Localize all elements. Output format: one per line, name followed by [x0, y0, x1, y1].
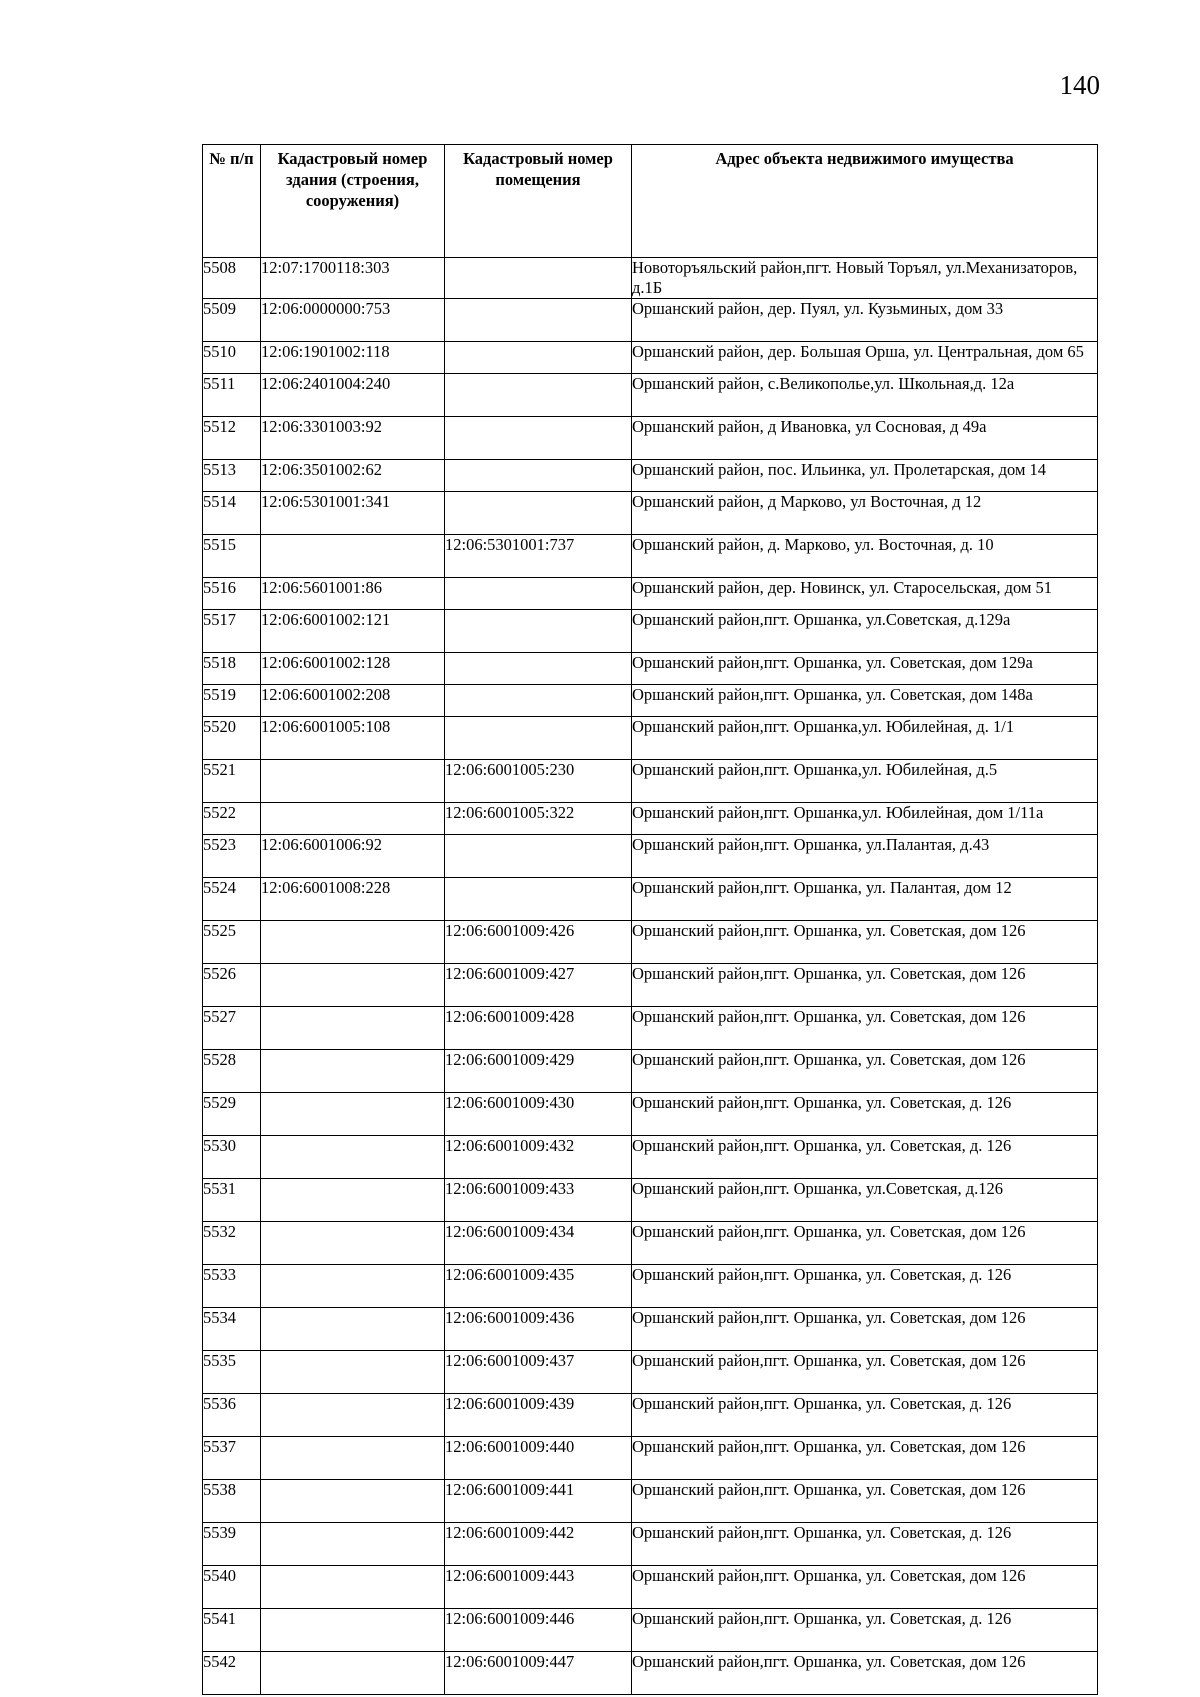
object-address: Оршанский район, дер. Большая Орша, ул. Центральная, дом 65: [632, 342, 1098, 374]
row-number: 5526: [203, 964, 261, 1007]
table-row: [203, 835, 1098, 878]
premises-cadastral-number: [445, 717, 632, 760]
object-address: Оршанский район,пгт. Оршанка, ул. Советская, д. 126: [632, 1093, 1098, 1136]
row-number: 5517: [203, 610, 261, 653]
table-row: [203, 1394, 1098, 1437]
header-premises-cadastral: Кадастровый номер помещения: [445, 145, 632, 258]
premises-cadastral-number: 12:06:6001009:432: [445, 1136, 632, 1179]
premises-cadastral-number: [445, 835, 632, 878]
object-address: Оршанский район, д Ивановка, ул Сосновая, д 49а: [632, 417, 1098, 460]
row-number: 5538: [203, 1480, 261, 1523]
object-address: Оршанский район, дер. Пуял, ул. Кузьминых, дом 33: [632, 299, 1098, 342]
premises-cadastral-number: 12:06:6001009:434: [445, 1222, 632, 1265]
table-row: [203, 717, 1098, 760]
table-row: [203, 578, 1098, 610]
building-cadastral-number: [261, 1351, 445, 1394]
premises-cadastral-number: 12:06:6001009:433: [445, 1179, 632, 1222]
object-address: Оршанский район,пгт. Оршанка, ул. Советская, дом 126: [632, 1480, 1098, 1523]
row-number: 5509: [203, 299, 261, 342]
building-cadastral-number: [261, 1609, 445, 1652]
building-cadastral-number: [261, 1179, 445, 1222]
row-number: 5525: [203, 921, 261, 964]
row-number: 5528: [203, 1050, 261, 1093]
object-address: Оршанский район,пгт. Оршанка, ул. Палантая, дом 12: [632, 878, 1098, 921]
row-number: 5508: [203, 258, 261, 299]
row-number: 5542: [203, 1652, 261, 1695]
building-cadastral-number: 12:06:0000000:753: [261, 299, 445, 342]
object-address: Оршанский район,пгт. Оршанка, ул.Советская, д.126: [632, 1179, 1098, 1222]
premises-cadastral-number: 12:06:5301001:737: [445, 535, 632, 578]
premises-cadastral-number: 12:06:6001009:446: [445, 1609, 632, 1652]
object-address: Оршанский район,пгт. Оршанка, ул. Советская, дом 126: [632, 1437, 1098, 1480]
premises-cadastral-number: [445, 685, 632, 717]
header-address: Адрес объекта недвижимого имущества: [632, 145, 1098, 258]
building-cadastral-number: [261, 1523, 445, 1566]
row-number: 5527: [203, 1007, 261, 1050]
building-cadastral-number: 12:06:5601001:86: [261, 578, 445, 610]
premises-cadastral-number: [445, 374, 632, 417]
object-address: Оршанский район,пгт. Оршанка, ул. Советская, дом 126: [632, 921, 1098, 964]
object-address: Оршанский район,пгт. Оршанка, ул. Советская, дом 129а: [632, 653, 1098, 685]
building-cadastral-number: 12:06:5301001:341: [261, 492, 445, 535]
table-row: [203, 374, 1098, 417]
object-address: Оршанский район,пгт. Оршанка,ул. Юбилейная, дом 1/11а: [632, 803, 1098, 835]
page-number: 140: [1059, 70, 1100, 100]
row-number: 5515: [203, 535, 261, 578]
building-cadastral-number: [261, 1480, 445, 1523]
table-row: [203, 1007, 1098, 1050]
table-body: [203, 258, 1098, 1695]
building-cadastral-number: [261, 1265, 445, 1308]
table-row: [203, 1652, 1098, 1695]
row-number: 5520: [203, 717, 261, 760]
row-number: 5541: [203, 1609, 261, 1652]
table-row: [203, 417, 1098, 460]
building-cadastral-number: 12:07:1700118:303: [261, 258, 445, 299]
property-registry-table: [202, 144, 1098, 1695]
object-address: Оршанский район,пгт. Оршанка,ул. Юбилейная, д.5: [632, 760, 1098, 803]
building-cadastral-number: [261, 803, 445, 835]
row-number: 5536: [203, 1394, 261, 1437]
row-number: 5540: [203, 1566, 261, 1609]
object-address: Оршанский район,пгт. Оршанка, ул.Советская, д.129а: [632, 610, 1098, 653]
building-cadastral-number: [261, 921, 445, 964]
row-number: 5512: [203, 417, 261, 460]
table-row: [203, 1480, 1098, 1523]
row-number: 5518: [203, 653, 261, 685]
table-row: [203, 1136, 1098, 1179]
premises-cadastral-number: [445, 578, 632, 610]
object-address: Оршанский район,пгт. Оршанка, ул. Советская, дом 126: [632, 1222, 1098, 1265]
building-cadastral-number: 12:06:6001008:228: [261, 878, 445, 921]
row-number: 5535: [203, 1351, 261, 1394]
table-row: [203, 1050, 1098, 1093]
table-row: [203, 610, 1098, 653]
premises-cadastral-number: 12:06:6001009:427: [445, 964, 632, 1007]
table-row: [203, 460, 1098, 492]
building-cadastral-number: 12:06:6001002:128: [261, 653, 445, 685]
building-cadastral-number: [261, 535, 445, 578]
premises-cadastral-number: 12:06:6001009:443: [445, 1566, 632, 1609]
table-row: [203, 258, 1098, 299]
row-number: 5510: [203, 342, 261, 374]
table-row: [203, 342, 1098, 374]
premises-cadastral-number: 12:06:6001009:439: [445, 1394, 632, 1437]
row-number: 5513: [203, 460, 261, 492]
table-row: [203, 653, 1098, 685]
row-number: 5539: [203, 1523, 261, 1566]
row-number: 5531: [203, 1179, 261, 1222]
row-number: 5523: [203, 835, 261, 878]
building-cadastral-number: [261, 760, 445, 803]
header-building-cadastral: Кадастровый номер здания (строения, сооружения): [261, 145, 445, 258]
building-cadastral-number: 12:06:6001002:208: [261, 685, 445, 717]
header-number: № п/п: [203, 145, 261, 258]
row-number: 5519: [203, 685, 261, 717]
premises-cadastral-number: [445, 299, 632, 342]
row-number: 5521: [203, 760, 261, 803]
table-row: [203, 878, 1098, 921]
object-address: Оршанский район,пгт. Оршанка, ул. Советская, дом 148а: [632, 685, 1098, 717]
premises-cadastral-number: [445, 417, 632, 460]
object-address: Оршанский район,пгт. Оршанка, ул. Советская, дом 126: [632, 964, 1098, 1007]
table-row: [203, 1265, 1098, 1308]
premises-cadastral-number: 12:06:6001005:322: [445, 803, 632, 835]
premises-cadastral-number: 12:06:6001009:430: [445, 1093, 632, 1136]
table-row: [203, 535, 1098, 578]
object-address: Оршанский район,пгт. Оршанка, ул. Советская, дом 126: [632, 1566, 1098, 1609]
building-cadastral-number: 12:06:6001005:108: [261, 717, 445, 760]
premises-cadastral-number: 12:06:6001009:441: [445, 1480, 632, 1523]
object-address: Оршанский район,пгт. Оршанка, ул. Советская, дом 126: [632, 1007, 1098, 1050]
premises-cadastral-number: 12:06:6001009:442: [445, 1523, 632, 1566]
row-number: 5514: [203, 492, 261, 535]
table-row: [203, 1222, 1098, 1265]
table-row: [203, 1523, 1098, 1566]
row-number: 5532: [203, 1222, 261, 1265]
premises-cadastral-number: 12:06:6001009:447: [445, 1652, 632, 1695]
row-number: 5529: [203, 1093, 261, 1136]
object-address: Оршанский район,пгт. Оршанка, ул.Палантая, д.43: [632, 835, 1098, 878]
premises-cadastral-number: [445, 258, 632, 299]
building-cadastral-number: 12:06:3301003:92: [261, 417, 445, 460]
table-row: [203, 964, 1098, 1007]
premises-cadastral-number: [445, 610, 632, 653]
table-row: [203, 492, 1098, 535]
premises-cadastral-number: [445, 342, 632, 374]
premises-cadastral-number: [445, 878, 632, 921]
table-row: [203, 1437, 1098, 1480]
building-cadastral-number: [261, 1050, 445, 1093]
object-address: Оршанский район,пгт. Оршанка, ул. Советская, дом 126: [632, 1308, 1098, 1351]
premises-cadastral-number: 12:06:6001005:230: [445, 760, 632, 803]
object-address: Оршанский район,пгт. Оршанка, ул. Советская, дом 126: [632, 1652, 1098, 1695]
table-row: [203, 1093, 1098, 1136]
premises-cadastral-number: 12:06:6001009:426: [445, 921, 632, 964]
building-cadastral-number: 12:06:2401004:240: [261, 374, 445, 417]
object-address: Оршанский район, дер. Новинск, ул. Старосельская, дом 51: [632, 578, 1098, 610]
row-number: 5522: [203, 803, 261, 835]
table-row: [203, 921, 1098, 964]
table-row: [203, 803, 1098, 835]
object-address: Оршанский район,пгт. Оршанка, ул. Советская, д. 126: [632, 1609, 1098, 1652]
building-cadastral-number: 12:06:6001006:92: [261, 835, 445, 878]
table-row: [203, 1566, 1098, 1609]
object-address: Оршанский район,пгт. Оршанка,ул. Юбилейная, д. 1/1: [632, 717, 1098, 760]
row-number: 5533: [203, 1265, 261, 1308]
row-number: 5537: [203, 1437, 261, 1480]
object-address: Оршанский район, д. Марково, ул. Восточная, д. 10: [632, 535, 1098, 578]
table-header-row: [203, 145, 1098, 258]
building-cadastral-number: [261, 1566, 445, 1609]
premises-cadastral-number: 12:06:6001009:440: [445, 1437, 632, 1480]
building-cadastral-number: [261, 1007, 445, 1050]
table-row: [203, 299, 1098, 342]
object-address: Оршанский район,пгт. Оршанка, ул. Советская, дом 126: [632, 1050, 1098, 1093]
object-address: Оршанский район,пгт. Оршанка, ул. Советская, дом 126: [632, 1351, 1098, 1394]
row-number: 5530: [203, 1136, 261, 1179]
building-cadastral-number: 12:06:6001002:121: [261, 610, 445, 653]
premises-cadastral-number: 12:06:6001009:435: [445, 1265, 632, 1308]
building-cadastral-number: [261, 1093, 445, 1136]
building-cadastral-number: 12:06:1901002:118: [261, 342, 445, 374]
object-address: Оршанский район,пгт. Оршанка, ул. Советская, д. 126: [632, 1136, 1098, 1179]
premises-cadastral-number: [445, 492, 632, 535]
object-address: Новоторъяльский район,пгт. Новый Торъял, ул.Механизаторов, д.1Б: [632, 258, 1098, 299]
building-cadastral-number: [261, 1437, 445, 1480]
building-cadastral-number: [261, 1652, 445, 1695]
table-row: [203, 1351, 1098, 1394]
row-number: 5511: [203, 374, 261, 417]
building-cadastral-number: [261, 1308, 445, 1351]
table-row: [203, 1609, 1098, 1652]
object-address: Оршанский район,пгт. Оршанка, ул. Советская, д. 126: [632, 1394, 1098, 1437]
row-number: 5524: [203, 878, 261, 921]
table-row: [203, 1179, 1098, 1222]
table-row: [203, 685, 1098, 717]
premises-cadastral-number: 12:06:6001009:437: [445, 1351, 632, 1394]
object-address: Оршанский район, пос. Ильинка, ул. Пролетарская, дом 14: [632, 460, 1098, 492]
building-cadastral-number: [261, 1136, 445, 1179]
table-row: [203, 760, 1098, 803]
premises-cadastral-number: 12:06:6001009:428: [445, 1007, 632, 1050]
building-cadastral-number: [261, 964, 445, 1007]
premises-cadastral-number: [445, 653, 632, 685]
object-address: Оршанский район,пгт. Оршанка, ул. Советская, д. 126: [632, 1523, 1098, 1566]
building-cadastral-number: 12:06:3501002:62: [261, 460, 445, 492]
premises-cadastral-number: [445, 460, 632, 492]
building-cadastral-number: [261, 1222, 445, 1265]
premises-cadastral-number: 12:06:6001009:436: [445, 1308, 632, 1351]
row-number: 5516: [203, 578, 261, 610]
row-number: 5534: [203, 1308, 261, 1351]
object-address: Оршанский район, с.Великополье,ул. Школьная,д. 12а: [632, 374, 1098, 417]
premises-cadastral-number: 12:06:6001009:429: [445, 1050, 632, 1093]
building-cadastral-number: [261, 1394, 445, 1437]
object-address: Оршанский район,пгт. Оршанка, ул. Советская, д. 126: [632, 1265, 1098, 1308]
table-row: [203, 1308, 1098, 1351]
object-address: Оршанский район, д Марково, ул Восточная, д 12: [632, 492, 1098, 535]
